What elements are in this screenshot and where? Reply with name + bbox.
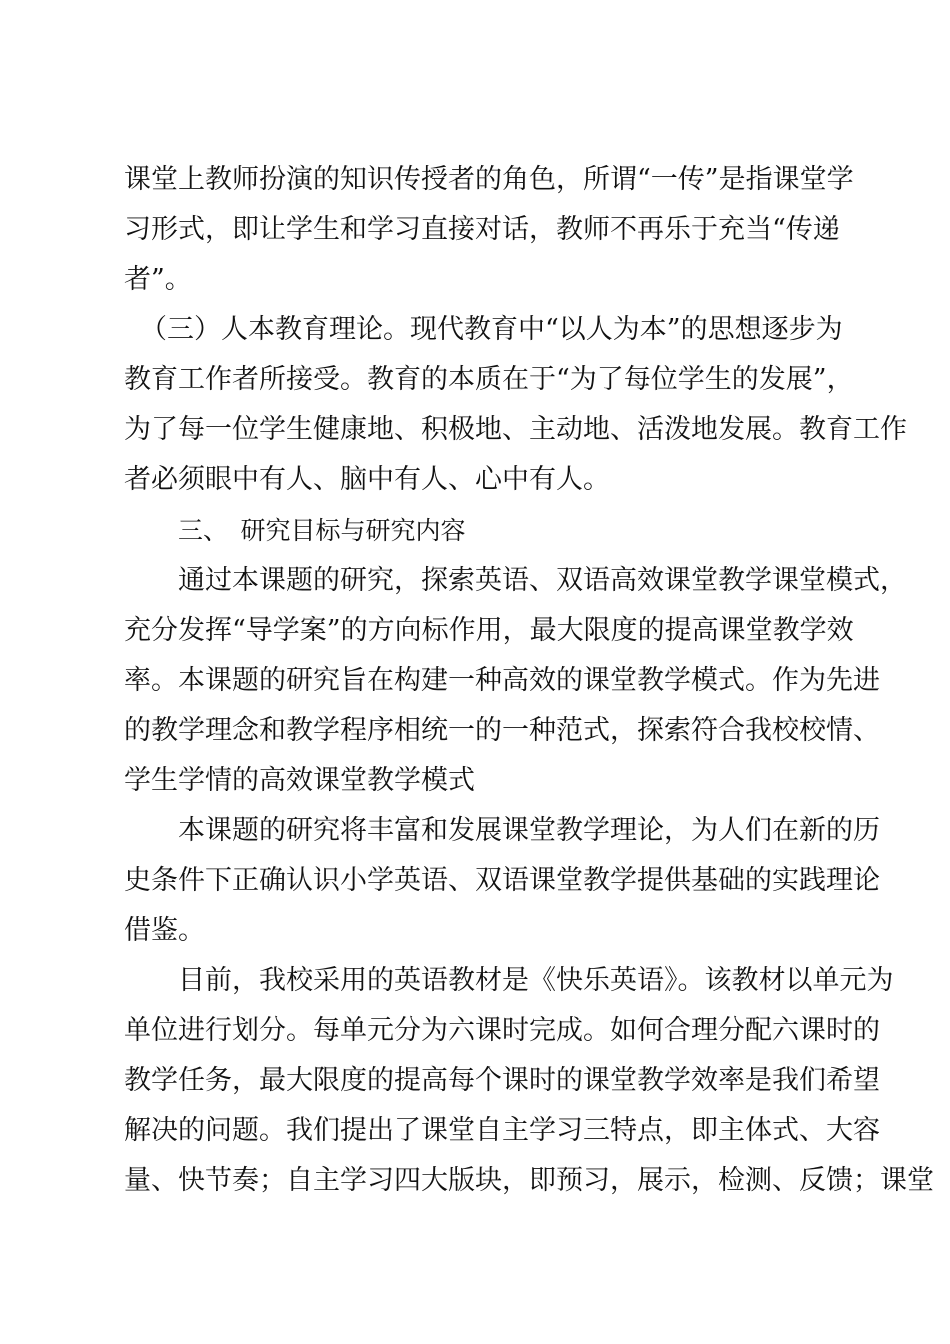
text-line: 教学任务，最大限度的提高每个课时的课堂教学效率是我们希望	[124, 1065, 880, 1096]
text-line: 教育工作者所接受。教育的本质在于“为了每位学生的发展”，	[124, 364, 854, 395]
text-line: 学生学情的高效课堂教学模式	[124, 765, 475, 796]
text-line: 习形式，即让学生和学习直接对话，教师不再乐于充当“传递	[124, 214, 840, 245]
text-line: 量、快节奏；自主学习四大版块，即预习，展示，检测、反馈；课堂	[124, 1165, 934, 1196]
text-line: 解决的问题。我们提出了课堂自主学习三特点，即主体式、大容	[124, 1115, 880, 1146]
text-line: 史条件下正确认识小学英语、双语课堂教学提供基础的实践理论	[124, 865, 880, 896]
text-line: 的教学理念和教学程序相统一的一种范式，探索符合我校校情、	[124, 715, 880, 746]
text-line: 为了每一位学生健康地、积极地、主动地、活泼地发展。教育工作	[124, 414, 907, 445]
text-line: 借鉴。	[124, 915, 205, 946]
text-line: （三）人本教育理论。现代教育中“以人为本”的思想逐步为	[140, 314, 843, 345]
text-line: 者必须眼中有人、脑中有人、心中有人。	[124, 464, 610, 495]
text-line: 率。本课题的研究旨在构建一种高效的课堂教学模式。作为先进	[124, 665, 880, 696]
text-line: 课堂上教师扮演的知识传授者的角色，所谓“一传”是指课堂学	[124, 164, 854, 195]
text-line: 目前，我校采用的英语教材是《快乐英语》。该教材以单元为	[178, 965, 894, 996]
text-line: 单位进行划分。每单元分为六课时完成。如何合理分配六课时的	[124, 1015, 880, 1046]
section-heading: 三、 研究目标与研究内容	[178, 516, 466, 545]
text-line: 本课题的研究将丰富和发展课堂教学理论，为人们在新的历	[178, 815, 880, 846]
text-line: 充分发挥“导学案”的方向标作用，最大限度的提高课堂教学效	[124, 615, 854, 646]
text-line: 通过本课题的研究，探索英语、双语高效课堂教学课堂模式，	[178, 565, 907, 596]
text-line: 者”。	[124, 264, 192, 295]
